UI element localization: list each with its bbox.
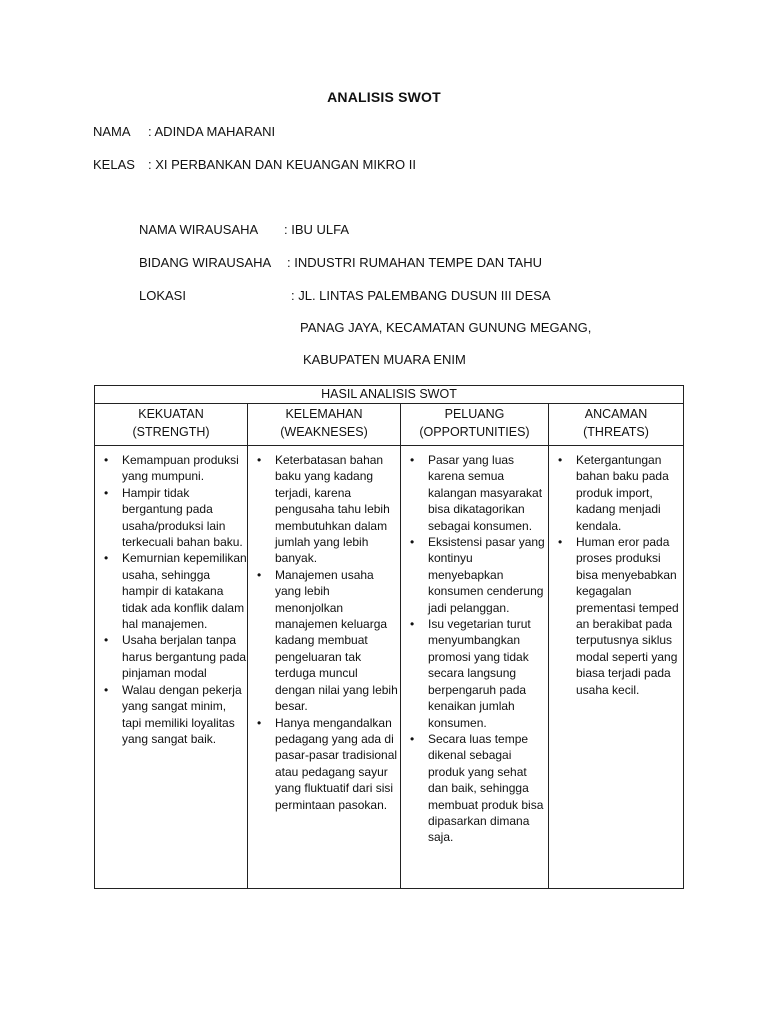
student-name-label: NAMA: [93, 124, 131, 139]
field-row: [139, 255, 542, 270]
header-weakness-subtitle: (WEAKNESES): [280, 425, 368, 439]
header-strength-subtitle: (STRENGTH): [132, 425, 210, 439]
header-weakness-title: KELEMAHAN: [285, 407, 363, 421]
header-opportunity-title: PELUANG: [444, 407, 505, 421]
list-item: • Manajemen usaha yang lebih menonjolkan manajemen keluarga kadang membuat pengeluaran tak terduga muncul dengan nilai yang lebih besar.: [275, 567, 400, 715]
header-threat: [549, 404, 684, 446]
header-strength-title: KEKUATAN: [138, 407, 204, 421]
student-class-row: [93, 157, 416, 172]
student-class-value: : XI PERBANKAN DAN KEUANGAN MIKRO II: [148, 157, 416, 172]
list-item: • Secara luas tempe dikenal sebagai produk yang sehat dan baik, sehingga membuat produk bisa dipasarkan dimana saja.: [428, 731, 548, 846]
list-item: • Kemampuan produksi yang mumpuni.: [122, 452, 247, 485]
header-threat-title: ANCAMAN: [584, 407, 648, 421]
location-row: [139, 288, 551, 303]
threat-cell: [549, 446, 684, 889]
strength-list: [95, 452, 247, 747]
list-item: • Isu vegetarian turut menyumbangkan promosi yang tidak secara langsung berpengaruh pada kenaikan jumlah konsumen.: [428, 616, 548, 731]
swot-table: [94, 385, 684, 889]
header-threat-subtitle: (THREATS): [583, 425, 649, 439]
field-label: BIDANG WIRAUSAHA: [139, 255, 272, 270]
location-line-3: KABUPATEN MUARA ENIM: [303, 352, 466, 367]
list-item: • Usaha berjalan tanpa harus bergantung pada pinjaman modal: [122, 632, 247, 681]
location-line-2: PANAG JAYA, KECAMATAN GUNUNG MEGANG,: [300, 320, 592, 335]
list-item: • Walau dengan pekerja yang sangat minim, tapi memiliki loyalitas yang sangat baik.: [122, 682, 247, 748]
owner-value: : IBU ULFA: [284, 222, 350, 237]
list-item: • Keterbatasan bahan baku yang kadang terjadi, karena pengusaha tahu lebih membutuhkan dalam jumlah yang lebih banyak.: [275, 452, 400, 567]
field-value: : INDUSTRI RUMAHAN TEMPE DAN TAHU: [287, 255, 542, 270]
weakness-list: [248, 452, 400, 813]
list-item: • Pasar yang luas karena semua kalangan masyarakat bisa dikatagorikan sebagai konsumen.: [428, 452, 548, 534]
opportunity-cell: [401, 446, 549, 889]
student-name-value: : ADINDA MAHARANI: [148, 124, 276, 139]
list-item: • Eksistensi pasar yang kontinyu menyebapkan konsumen cenderung jadi pelanggan.: [428, 534, 548, 616]
threat-list: [549, 452, 683, 698]
header-opportunity-subtitle: (OPPORTUNITIES): [419, 425, 530, 439]
location-label: LOKASI: [139, 288, 186, 303]
list-item: • Hampir tidak bergantung pada usaha/produksi lain terkecuali bahan baku.: [122, 485, 247, 551]
opportunity-list: [401, 452, 548, 846]
header-strength: [95, 404, 248, 446]
header-weakness: [248, 404, 401, 446]
list-item: • Kemurnian kepemilikan usaha, sehingga hampir di katakana tidak ada konflik dalam hal manajemen.: [122, 550, 247, 632]
owner-label: NAMA WIRAUSAHA: [139, 222, 259, 237]
student-class-label: KELAS: [93, 157, 135, 172]
list-item: • Ketergantungan bahan baku pada produk import, kadang menjadi kendala.: [576, 452, 683, 534]
swot-table-header: HASIL ANALISIS SWOT: [95, 386, 684, 404]
owner-row: [139, 222, 349, 237]
student-name-row: [93, 124, 275, 139]
strength-cell: [95, 446, 248, 889]
header-opportunity: [401, 404, 549, 446]
weakness-cell: [248, 446, 401, 889]
list-item: • Hanya mengandalkan pedagang yang ada di pasar-pasar tradisional atau pedagang sayur yang fluktuatif dari sisi permintaan pasokan.: [275, 715, 400, 813]
location-line-1: : JL. LINTAS PALEMBANG DUSUN III DESA: [291, 288, 551, 303]
list-item: • Human eror pada proses produksi bisa menyebabkan kegagalan prementasi temped an berakibat pada terputusnya siklus modal seperti yang biasa terjadi pada usaha kecil.: [576, 534, 683, 698]
document-title: ANALISIS SWOT: [327, 89, 441, 105]
